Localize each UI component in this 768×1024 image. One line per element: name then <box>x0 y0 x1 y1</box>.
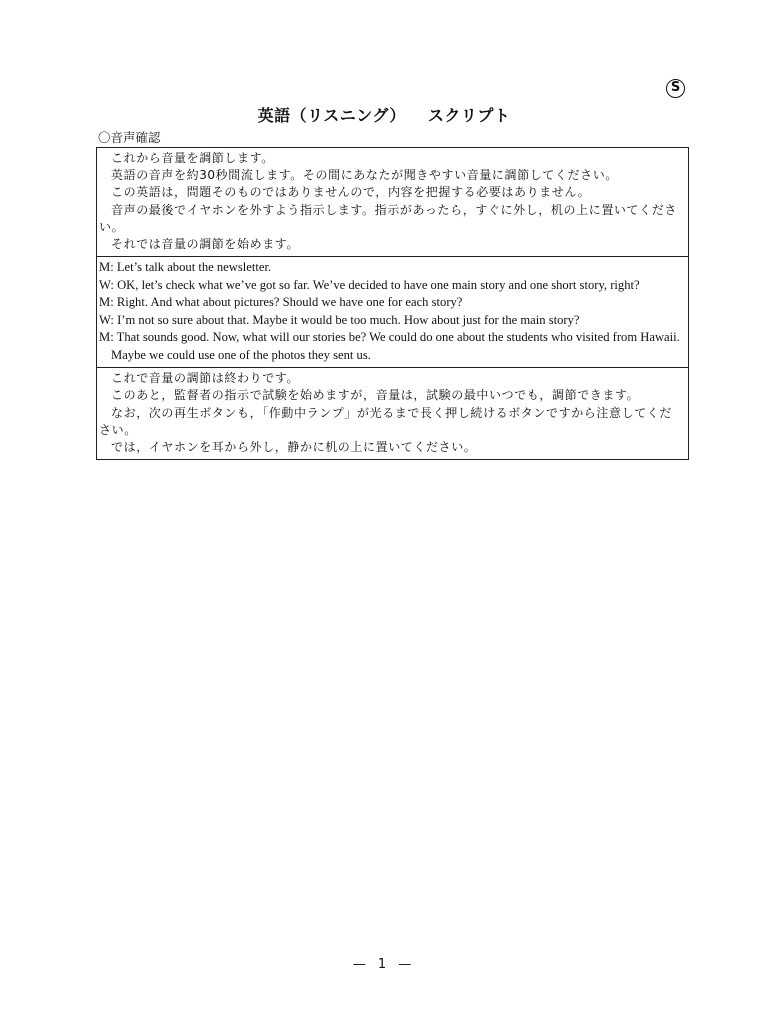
dialogue-line <box>99 329 684 364</box>
intro-line: 英語の音声を約30秒間流します。その間にあなたが聞きやすい音量に調節してください。 <box>111 168 618 183</box>
intro-line: 音声の最後でイヤホンを外すよう指示します。指示があったら，すぐに外し，机の上に置いてください。 <box>99 202 677 234</box>
speaker-label: M: <box>99 330 114 345</box>
intro-line: これから音量を調節します。 <box>111 151 274 165</box>
dialogue-text: I’m not so sure about that. Maybe it would be too much. How about just for the main story? <box>117 312 580 327</box>
dialogue-line <box>99 277 684 295</box>
closing-line: では，イヤホンを耳から外し，静かに机の上に置いてください。 <box>111 440 477 455</box>
speaker-label: M: <box>99 295 114 310</box>
closing-line: このあと，監督者の指示で試験を始めますが，音量は，試験の最中いつでも，調節できます。 <box>111 388 640 403</box>
closing-line: これで音量の調節は終わりです。 <box>111 371 300 386</box>
intro-line: それでは音量の調節を始めます。 <box>111 237 300 252</box>
speaker-label: W: <box>99 277 114 292</box>
dialogue-text: That sounds good. Now, what will our stories be? We could do one about the students who visited from Hawaii. Maybe we could use one of the photos they sent us. <box>111 330 680 362</box>
speaker-label: W: <box>99 312 114 327</box>
speaker-label: M: <box>99 260 114 275</box>
title-subject: 英語（リスニング） <box>257 106 406 125</box>
page-number: — 1 — <box>352 957 416 972</box>
intro-line: この英語は，問題そのものではありませんので，内容を把握する必要はありません。 <box>111 185 591 200</box>
dialogue-script <box>97 257 688 368</box>
closing-instructions <box>97 368 688 459</box>
corner-s-mark: S <box>666 79 685 98</box>
dialogue-text: Right. And what about pictures? Should we have one for each story? <box>116 295 463 310</box>
intro-instructions <box>97 148 688 257</box>
closing-line: なお，次の再生ボタンも，「作動中ランプ」が光るまで長く押し続けるボタンですから注意してください。 <box>99 405 673 437</box>
page-title <box>0 103 768 126</box>
dialogue-line <box>99 259 684 277</box>
section-label: 〇音声確認 <box>98 130 161 145</box>
dialogue-text: Let’s talk about the newsletter. <box>116 260 272 275</box>
script-box <box>96 147 689 460</box>
dialogue-line <box>99 312 684 330</box>
dialogue-text: OK, let’s check what we’ve got so far. We’ve decided to have one main story and one short story, right? <box>117 277 640 292</box>
dialogue-line <box>99 294 684 312</box>
title-script: スクリプト <box>427 106 511 125</box>
